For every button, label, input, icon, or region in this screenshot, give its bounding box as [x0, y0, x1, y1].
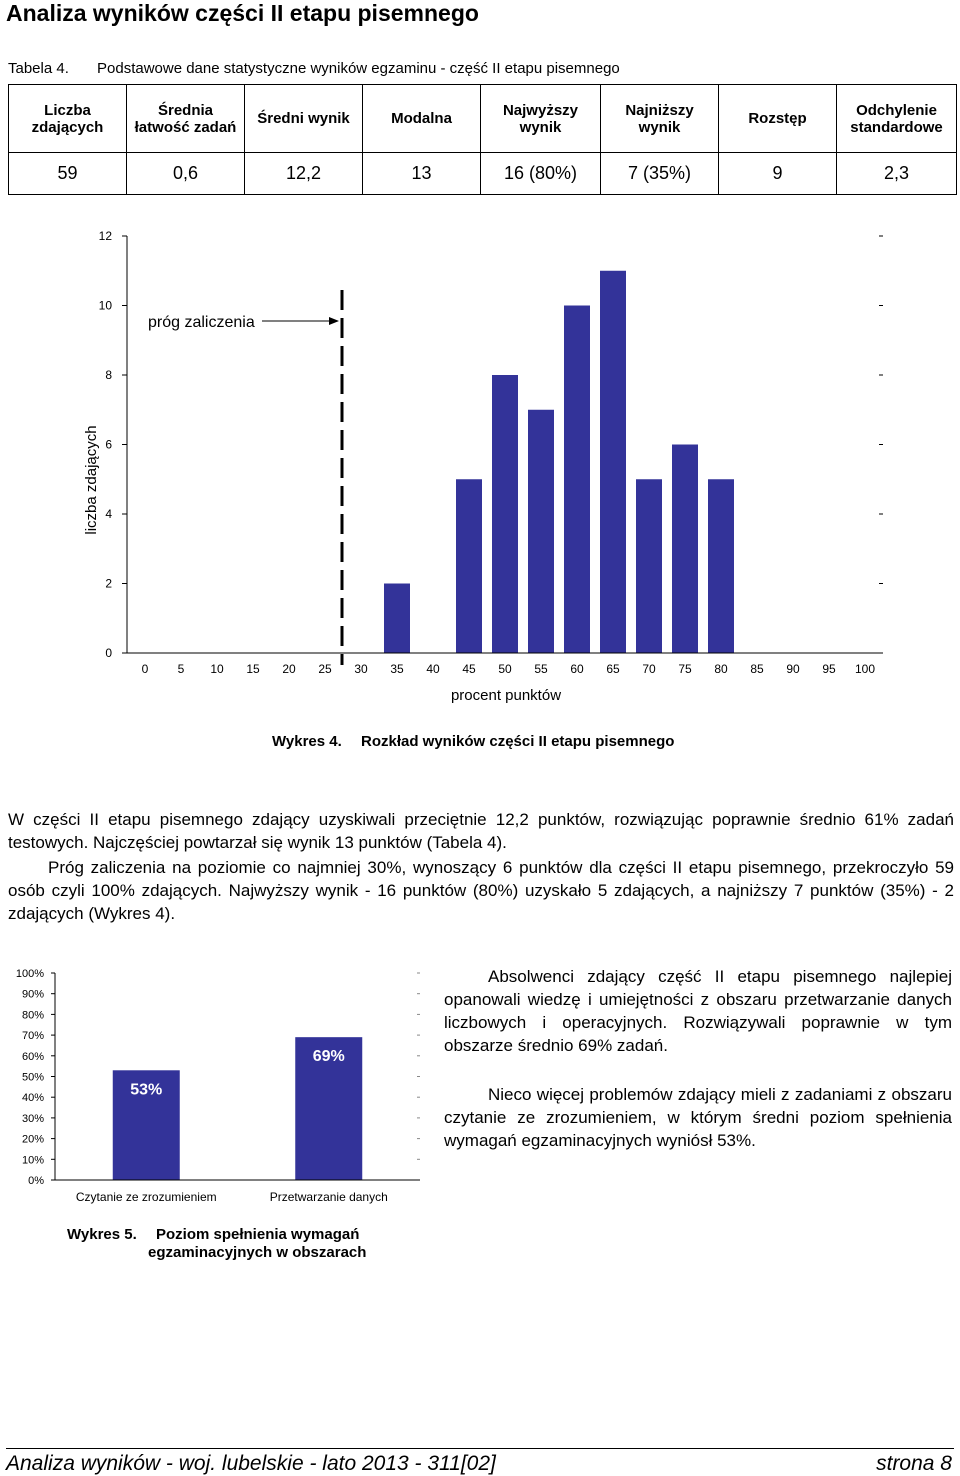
x-axis-label: procent punktów	[450, 687, 562, 704]
table-cell: 2,3	[837, 153, 957, 195]
y-tick-label: 30%	[21, 1112, 44, 1125]
table-cell: 13	[363, 153, 481, 195]
header-cell: Najniższy wynik	[601, 85, 719, 153]
y-axis-label: liczba zdających	[83, 425, 100, 535]
bar-value-label: 53%	[130, 1081, 163, 1099]
footer-divider	[6, 1448, 954, 1449]
x-tick-label: Przetwarzanie danych	[269, 1190, 388, 1204]
x-tick-label: 25	[318, 662, 332, 676]
y-tick-label: 70%	[21, 1030, 44, 1043]
histogram-bar	[600, 271, 626, 653]
y-tick-label: 2	[105, 576, 112, 591]
x-tick-label: 60	[570, 662, 584, 676]
histogram-bar	[456, 479, 482, 653]
table-cell: 16 (80%)	[481, 153, 601, 195]
x-tick-label: 50	[498, 662, 512, 676]
x-tick-label: 10	[210, 662, 224, 676]
x-tick-label: 65	[606, 662, 620, 676]
y-tick-label: 0%	[28, 1175, 44, 1187]
header-cell: Modalna	[363, 85, 481, 153]
x-tick-label: 40	[426, 662, 440, 676]
x-tick-label: 90	[786, 662, 800, 676]
histogram-bar	[564, 306, 590, 654]
x-tick-label: 0	[141, 662, 149, 676]
header-cell: Rozstęp	[719, 85, 837, 153]
header-cell: Najwyższy wynik	[481, 85, 601, 153]
y-tick-label: 80%	[21, 1009, 44, 1022]
x-tick-label: 100	[854, 662, 876, 676]
x-tick-label: 95	[822, 662, 836, 676]
x-tick-label: 5	[177, 662, 185, 676]
y-tick-label: 6	[105, 437, 112, 452]
y-tick-label: 10%	[21, 1154, 44, 1167]
x-tick-label: Czytanie ze zrozumieniem	[75, 1190, 217, 1204]
header-cell: Średnia łatwość zadań	[127, 85, 245, 153]
paragraph-4: Nieco więcej problemów zdający mieli z zadaniami z obszaru czytanie ze zrozumieniem, w którym średni poziom spełnienia wymagań egzaminacyjnych wyniósł 53%.	[444, 1085, 952, 1150]
x-tick-label: 15	[246, 662, 260, 676]
table-header-row	[9, 85, 957, 153]
paragraph-3: Absolwenci zdający część II etapu pisemnego najlepiej opanowali wiedzę i umiejętności z obszaru przetwarzanie danych liczbowych i operacyjnych. Rozwiązywali poprawnie w tym obszarze średnio 69% zadań.	[444, 967, 952, 1055]
table-cell: 59	[9, 153, 127, 195]
y-tick-label: 20%	[21, 1133, 44, 1146]
y-tick-label: 40%	[21, 1092, 44, 1105]
bar-value-label: 69%	[312, 1048, 345, 1066]
page-number: strona 8	[876, 1452, 952, 1475]
y-tick-label: 4	[105, 507, 112, 521]
table-caption-label: Tabela 4.	[8, 60, 69, 77]
histogram-bar	[492, 375, 518, 653]
x-tick-label: 85	[750, 662, 764, 676]
areas-chart	[0, 960, 440, 1210]
stats-table	[8, 84, 957, 195]
y-tick-label: 60%	[21, 1050, 44, 1063]
chart5-caption-line1: Poziom spełnienia wymagań	[156, 1226, 360, 1243]
table-row	[9, 153, 957, 195]
footer-left: Analiza wyników - woj. lubelskie - lato 2013 - 311[02]	[6, 1452, 496, 1475]
chart5-caption-line2: egzaminacyjnych w obszarach	[148, 1244, 367, 1261]
table-cell: 7 (35%)	[601, 153, 719, 195]
x-tick-label: 30	[354, 662, 368, 676]
y-tick-label: 8	[105, 368, 112, 382]
table-cell: 0,6	[127, 153, 245, 195]
x-tick-label: 75	[678, 662, 692, 676]
y-tick-label: 100%	[15, 968, 44, 980]
header-cell: Liczba zdających	[9, 85, 127, 153]
y-tick-label: 90%	[21, 988, 44, 1001]
header-cell: Średni wynik	[245, 85, 363, 153]
page-title: Analiza wyników części II etapu pisemnego	[6, 0, 479, 26]
x-tick-label: 70	[642, 662, 656, 676]
y-tick-label: 50%	[21, 1071, 44, 1084]
x-tick-label: 35	[390, 662, 404, 676]
x-tick-label: 20	[282, 662, 296, 676]
paragraph-1: W części II etapu pisemnego zdający uzyskiwali przeciętnie 12,2 punktów, rozwiązując poprawnie średnio 61% zadań testowych. Najczęściej powtarzał się wynik 13 punktów (Tabela 4).	[8, 810, 954, 852]
header-cell: Odchylenie standardowe	[837, 85, 957, 153]
chart4-caption: Rozkład wyników części II etapu pisemnego	[361, 733, 675, 750]
threshold-annotation: próg zaliczenia	[148, 314, 255, 331]
table-cell: 12,2	[245, 153, 363, 195]
y-tick-label: 12	[98, 229, 112, 243]
chart4-caption-label: Wykres 4.	[272, 733, 342, 750]
paragraph-2: Próg zaliczenia na poziomie co najmniej 30%, wynoszący 6 punktów dla części II etapu pisemnego, przekroczyło 59 osób czyli 100% zdających. Najwyższy wynik - 16 punktów (80%) uzyskało 5 zdających, a najniższy 7 punktów (35%) - 2 zdających (Wykres 4).	[8, 858, 954, 923]
x-tick-label: 80	[714, 662, 728, 676]
chart5-caption-label: Wykres 5.	[67, 1226, 137, 1243]
x-tick-label: 45	[462, 662, 476, 676]
table-cell: 9	[719, 153, 837, 195]
histogram-bar	[636, 479, 662, 653]
histogram-bar	[708, 479, 734, 653]
y-tick-label: 0	[105, 646, 112, 660]
histogram-bar	[528, 410, 554, 653]
histogram-bar	[672, 445, 698, 654]
histogram-bar	[384, 584, 410, 654]
y-tick-label: 10	[98, 298, 112, 313]
results-distribution-chart	[0, 220, 960, 720]
x-tick-label: 55	[534, 662, 548, 676]
table-caption: Podstawowe dane statystyczne wyników egzaminu - część II etapu pisemnego	[97, 60, 620, 77]
